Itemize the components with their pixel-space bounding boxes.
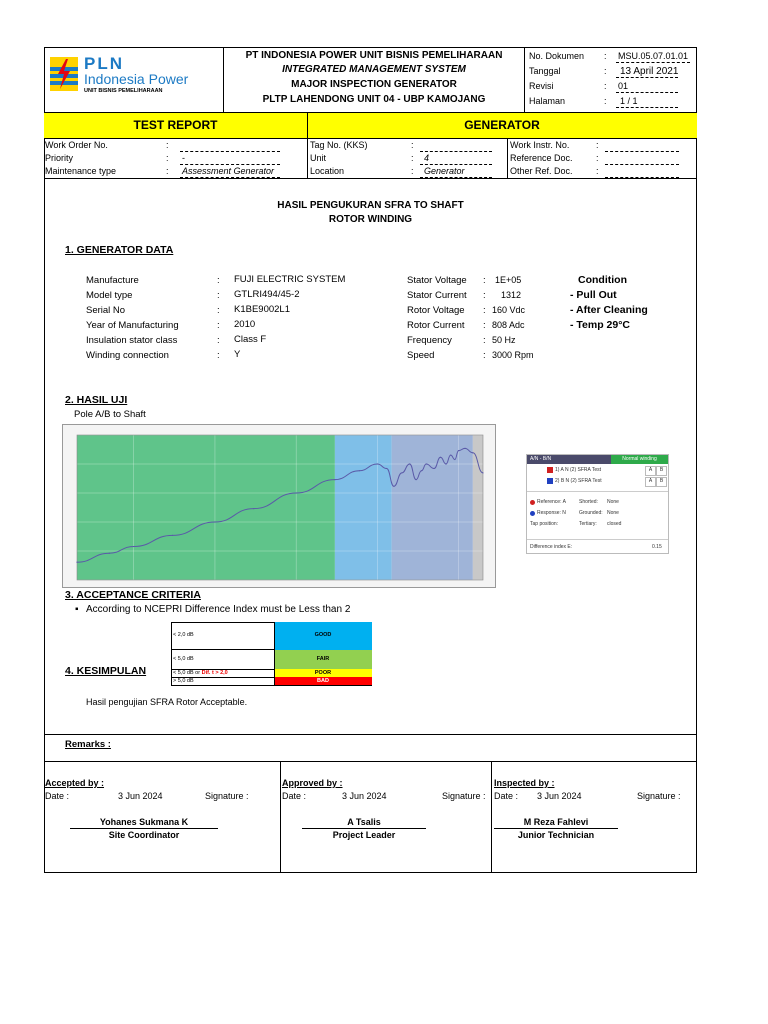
chart-point (214, 521, 215, 522)
meta-label: Halaman (529, 96, 566, 106)
rating-label: Stator Current (407, 290, 467, 301)
criteria-extra: Dif. t > 2,0 (201, 670, 228, 676)
chart-point (401, 472, 402, 473)
system-name: INTEGRATED MANAGEMENT SYSTEM (282, 64, 466, 75)
logo-brand: PLN (84, 54, 124, 73)
chart-point (482, 472, 483, 473)
gen-label: Manufacture (86, 275, 139, 286)
rating-label: Speed (407, 350, 435, 361)
criteria-range: < 5,0 dB (173, 656, 194, 662)
panel-ref: Reference: A (537, 499, 566, 505)
rating-value: 808 Adc (492, 320, 525, 330)
panel-shorted-val: None (607, 499, 619, 505)
sig-signature-label: Signature : (442, 791, 486, 801)
info-label: Unit (310, 153, 327, 163)
chart-point (415, 479, 416, 480)
chart-point (445, 463, 446, 464)
panel-resp: Response: N (537, 510, 566, 516)
sig-name: M Reza Fahlevi (523, 817, 589, 827)
rating-value: 160 Vdc (492, 305, 526, 315)
sig-title: Junior Technician (517, 830, 595, 840)
chart-point (76, 562, 77, 563)
chart-region-3 (473, 435, 483, 580)
chart-point (172, 535, 173, 536)
sig-title: Project Leader (332, 830, 396, 840)
gen-value: Y (234, 349, 241, 360)
logo-unit: UNIT BISNIS PEMELIHARAAN (84, 88, 163, 94)
section-acceptance: 3. ACCEPTANCE CRITERIA (65, 589, 201, 601)
chart-point (386, 468, 387, 469)
sfra-chart-svg (63, 425, 495, 587)
panel-tertiary: Tertiary: (579, 521, 597, 527)
gen-value: K1BE9002L1 (234, 304, 290, 315)
info-value: - (182, 153, 185, 163)
document-title: MAJOR INSPECTION GENERATOR (291, 79, 457, 90)
section-test-result: 2. HASIL UJI (65, 394, 128, 406)
sfra-panel: A/N - B/N Normal winding 1) A N (2) SFRA Test A B 2) B N (2) SFRA Test A B Reference: A Shorted: None Response: N Grounded: None Tap position: Tertiary: closed Difference index E: 0.15 (526, 454, 669, 554)
rating-value: 1E+05 (495, 275, 522, 285)
panel-status: Normal winding (611, 455, 668, 464)
criteria-rating: BAD (317, 678, 329, 684)
section-generator-data: 1. GENERATOR DATA (65, 244, 174, 256)
sig-date: 3 Jun 2024 (342, 791, 387, 801)
sig-date: 3 Jun 2024 (118, 791, 163, 801)
banner-test-report: TEST REPORT (133, 118, 218, 132)
panel-grounded-val: None (607, 510, 619, 516)
criteria-rating: POOR (314, 670, 332, 676)
panel-header: A/N - B/N (530, 456, 552, 462)
chart-point (472, 452, 473, 453)
banner-generator: GENERATOR (464, 118, 540, 132)
sig-role: Inspected by : (494, 778, 555, 788)
condition-item: - Temp 29°C (570, 319, 631, 331)
rating-value: 1312 (501, 290, 522, 300)
chart-point (359, 470, 360, 471)
sig-date-label: Date : (282, 791, 307, 801)
rating-value: 50 Hz (492, 335, 516, 345)
sig-role: Accepted by : (45, 778, 105, 788)
sig-date: 3 Jun 2024 (537, 791, 582, 801)
info-label: Location (310, 166, 345, 176)
section-conclusion: 4. KESIMPULAN (65, 665, 147, 677)
remarks-label: Remarks : (65, 739, 111, 750)
info-label: Work Order No. (45, 140, 108, 150)
chart-point (450, 454, 451, 455)
criteria-note: According to NCEPRI Difference Index must be Less than 2 (86, 604, 351, 615)
sfra-chart (62, 424, 496, 588)
meta-label: Revisi (529, 81, 554, 91)
condition-item: - After Cleaning (570, 304, 648, 316)
info-label: Reference Doc. (510, 153, 573, 163)
sig-role: Approved by : (282, 778, 343, 788)
panel-legend-2: 2) B N (2) SFRA Test (555, 478, 602, 484)
report-title: HASIL PENGUKURAN SFRA TO SHAFT (277, 200, 464, 211)
gen-value: Class F (234, 334, 267, 345)
chart-point (464, 448, 465, 449)
rating-label: Stator Voltage (407, 275, 467, 286)
info-value: Generator (424, 166, 465, 176)
chart-region-1 (335, 435, 392, 580)
gen-label: Model type (86, 290, 133, 301)
criteria-rating: GOOD (314, 632, 332, 638)
gen-label: Year of Manufacturing (86, 320, 179, 331)
chart-point (421, 470, 422, 471)
info-label: Work Instr. No. (510, 140, 570, 150)
panel-shorted: Shorted: (579, 499, 598, 505)
criteria-range: < 5,0 dB or (173, 670, 201, 676)
chart-point (253, 508, 254, 509)
panel-tap: Tap position: (530, 521, 559, 527)
rating-value: 3000 Rpm (492, 350, 534, 360)
info-label: Priority (45, 153, 74, 163)
panel-grounded: Grounded: (579, 510, 603, 516)
gen-value: 2010 (234, 319, 256, 330)
gen-label: Winding connection (86, 350, 169, 361)
panel-di-label: Difference index E: (530, 544, 573, 550)
rating-label: Rotor Voltage (407, 305, 465, 316)
company-logo (50, 55, 210, 100)
info-label: Tag No. (KKS) (310, 140, 368, 150)
gen-value: FUJI ELECTRIC SYSTEM (234, 274, 346, 285)
meta-value: 01 (618, 81, 629, 91)
chart-point (426, 463, 427, 464)
info-value: 4 (424, 153, 430, 163)
chart-point (393, 486, 394, 487)
lightning-bolt-icon (50, 57, 78, 91)
info-value: Assessment Generator (182, 166, 275, 176)
chart-point (434, 468, 435, 469)
meta-value: 1 / 1 (620, 96, 638, 106)
chart-point (109, 553, 110, 554)
company-name: PT INDONESIA POWER UNIT BISNIS PEMELIHARAAN (245, 50, 503, 61)
panel-tertiary-val: closed (607, 521, 622, 527)
criteria-table (171, 622, 372, 686)
info-label: Maintenance type (45, 166, 117, 176)
logo-name: Indonesia Power (84, 71, 189, 87)
chart-region-2 (392, 435, 473, 580)
condition-item: - Pull Out (570, 289, 617, 301)
sig-signature-label: Signature : (637, 791, 681, 801)
chart-point (133, 546, 134, 547)
condition-title: Condition (578, 274, 627, 286)
test-label: Pole A/B to Shaft (74, 409, 146, 420)
chart-point (334, 479, 335, 480)
panel-legend-1: 1) A N (2) SFRA Test (555, 467, 602, 473)
sig-name: A Tsalis (347, 817, 381, 827)
plant-name: PLTP LAHENDONG UNIT 04 - UBP KAMOJANG (262, 94, 486, 105)
sig-date-label: Date : (45, 791, 70, 801)
meta-value: MSU.05.07.01.01 (618, 51, 689, 61)
meta-label: No. Dokumen (529, 51, 585, 61)
sig-date-label: Date : (494, 791, 519, 801)
sig-title: Site Coordinator (108, 830, 180, 840)
criteria-rating: FAIR (316, 656, 330, 662)
panel-di-value: 0.15 (652, 544, 662, 550)
criteria-range: < 2,0 dB (173, 632, 194, 638)
info-label: Other Ref. Doc. (510, 166, 573, 176)
rating-label: Rotor Current (407, 320, 465, 331)
report-subtitle: ROTOR WINDING (328, 214, 413, 225)
rating-label: Frequency (407, 335, 452, 346)
sig-signature-label: Signature : (205, 791, 249, 801)
criteria-range: > 5,0 dB (173, 678, 194, 684)
chart-point (458, 450, 459, 451)
sig-name: Yohanes Sukmana K (99, 817, 189, 827)
gen-label: Serial No (86, 305, 126, 316)
gen-label: Insulation stator class (86, 335, 178, 346)
meta-label: Tanggal (529, 66, 561, 76)
gen-value: GTLRI494/45-2 (234, 289, 300, 300)
conclusion-text: Hasil pengujian SFRA Rotor Acceptable. (86, 697, 248, 707)
meta-value: 13 April 2021 (620, 66, 679, 77)
chart-point (440, 457, 441, 458)
chart-point (377, 463, 378, 464)
chart-point (409, 463, 410, 464)
chart-point (296, 492, 297, 493)
chart-point (454, 459, 455, 460)
